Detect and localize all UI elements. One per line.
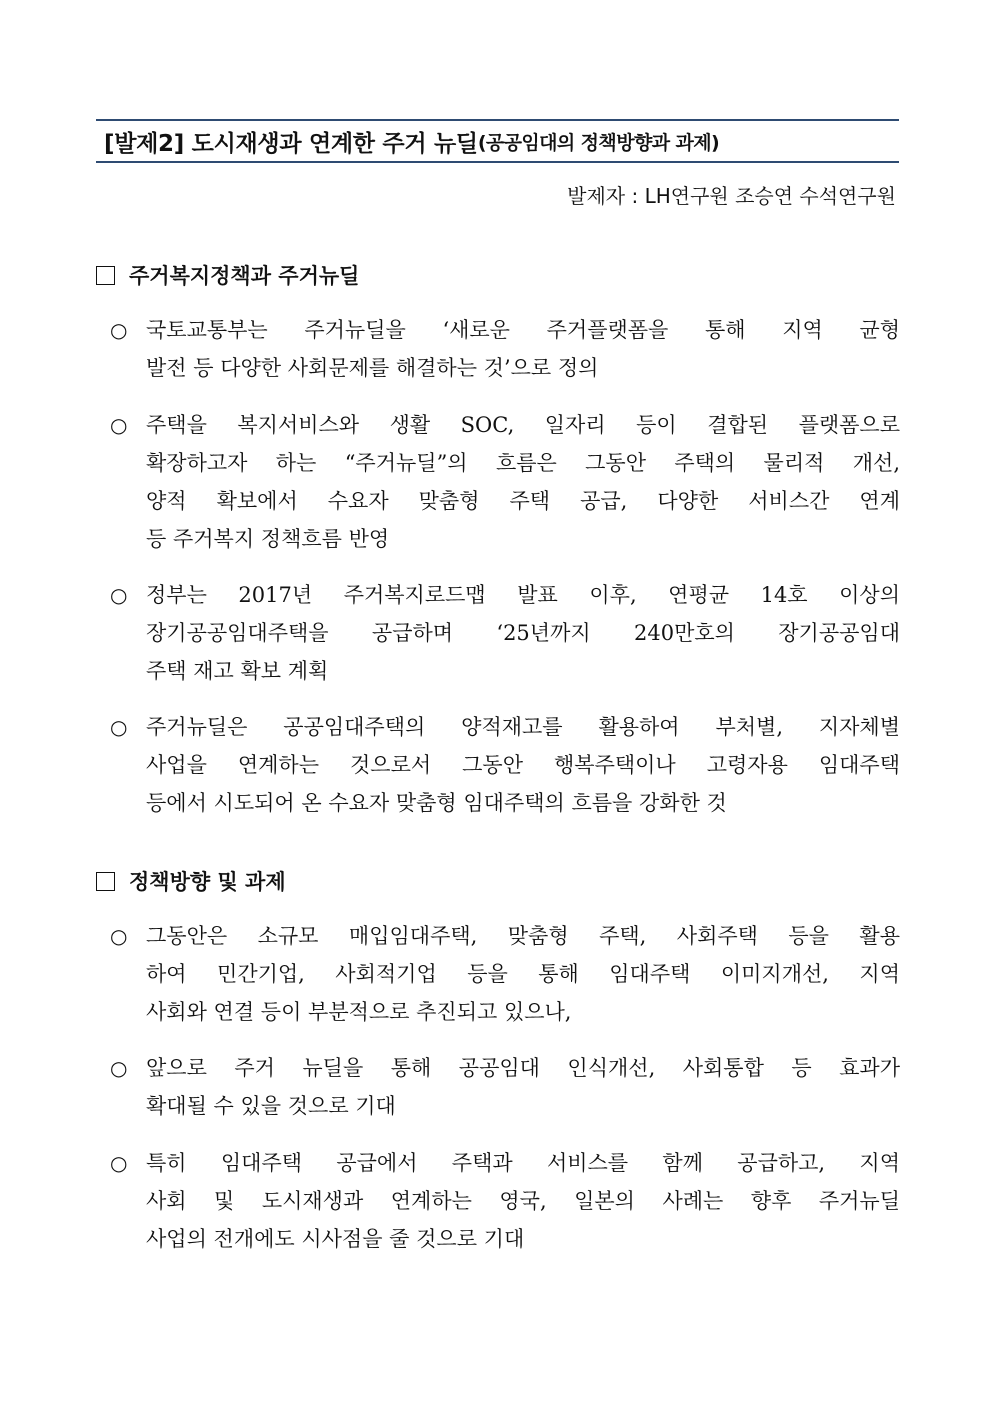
- bullet-text: [146, 1049, 900, 1125]
- bullet-line: 양적 확보에서 수요자 맞춤형 주택 공급, 다양한 서비스간 연계: [146, 489, 900, 513]
- bullet-item: [110, 708, 900, 822]
- bullet-line: 발전 등 다양한 사회문제를 해결하는 것’으로 정의: [146, 356, 599, 380]
- bullet-line: 주거뉴딜은 공공임대주택의 양적재고를 활용하여 부처별, 지자체별: [146, 715, 900, 739]
- bullet-line: 그동안은 소규모 매입임대주택, 맞춤형 주택, 사회주택 등을 활용: [146, 924, 900, 948]
- bullet-text: [146, 406, 900, 558]
- bullet-line: 사업을 연계하는 것으로서 그동안 행복주택이나 고령자용 임대주택: [146, 753, 900, 777]
- bullet-line: 확장하고자 하는 “주거뉴딜”의 흐름은 그동안 주택의 물리적 개선,: [146, 451, 900, 475]
- bullet-line: 등 주거복지 정책흐름 반영: [146, 527, 390, 551]
- bullet-line: 사회와 연결 등이 부분적으로 추진되고 있으나,: [146, 1000, 572, 1024]
- section-heading-label: 주거복지정책과 주거뉴딜: [129, 263, 360, 288]
- bullet-line: 장기공공임대주택을 공급하며 ‘25년까지 240만호의 장기공공임대: [146, 621, 900, 645]
- bullet-line: 정부는 2017년 주거복지로드맵 발표 이후, 연평균 14호 이상의: [146, 583, 900, 607]
- section-heading-policy-direction: [96, 866, 286, 896]
- bullet-item: [110, 917, 900, 1031]
- bullet-item: [110, 1049, 900, 1125]
- checkbox-icon: [96, 266, 115, 285]
- bullet-line: 국토교통부는 주거뉴딜을 ‘새로운 주거플랫폼을 통해 지역 균형: [146, 318, 900, 342]
- bullet-text: [146, 1144, 900, 1258]
- bullet-text: [146, 917, 900, 1031]
- bullet-line: 등에서 시도되어 온 수요자 맞춤형 임대주택의 흐름을 강화한 것: [146, 791, 727, 815]
- bullet-line: 확대될 수 있을 것으로 기대: [146, 1094, 396, 1118]
- bullet-item: [110, 576, 900, 690]
- bullet-text: [146, 708, 900, 822]
- bullet-line: 앞으로 주거 뉴딜을 통해 공공임대 인식개선, 사회통합 등 효과가: [146, 1056, 900, 1080]
- circle-bullet-icon: ○: [110, 924, 128, 948]
- bullet-line: 주택을 복지서비스와 생활 SOC, 일자리 등이 결합된 플랫폼으로: [146, 413, 900, 437]
- circle-bullet-icon: ○: [110, 715, 128, 739]
- circle-bullet-icon: ○: [110, 413, 128, 437]
- bullet-line: 사회 및 도시재생과 연계하는 영국, 일본의 사례는 향후 주거뉴딜: [146, 1189, 900, 1213]
- circle-bullet-icon: ○: [110, 583, 128, 607]
- bullet-item: [110, 1144, 900, 1258]
- document-title-box: [96, 119, 899, 163]
- bullet-text: [146, 576, 900, 690]
- bullet-item: [110, 311, 900, 387]
- circle-bullet-icon: ○: [110, 1056, 128, 1080]
- section-heading-label: 정책방향 및 과제: [129, 869, 286, 894]
- circle-bullet-icon: ○: [110, 1151, 128, 1175]
- circle-bullet-icon: ○: [110, 318, 128, 342]
- bullet-line: 주택 재고 확보 계획: [146, 659, 329, 683]
- checkbox-icon: [96, 872, 115, 891]
- bullet-item: [110, 406, 900, 558]
- document-subtitle: (공공임대의 정책방향과 과제): [477, 131, 720, 154]
- section-heading-housing-welfare: [96, 260, 359, 290]
- document-title: [발제2] 도시재생과 연계한 주거 뉴딜: [104, 130, 478, 157]
- bullet-text: [146, 311, 900, 387]
- bullet-line: 하여 민간기업, 사회적기업 등을 통해 임대주택 이미지개선, 지역: [146, 962, 900, 986]
- presenter-line: 발제자 : LH연구원 조승연 수석연구원: [567, 184, 896, 208]
- bullet-line: 특히 임대주택 공급에서 주택과 서비스를 함께 공급하고, 지역: [146, 1151, 900, 1175]
- bullet-line: 사업의 전개에도 시사점을 줄 것으로 기대: [146, 1227, 525, 1251]
